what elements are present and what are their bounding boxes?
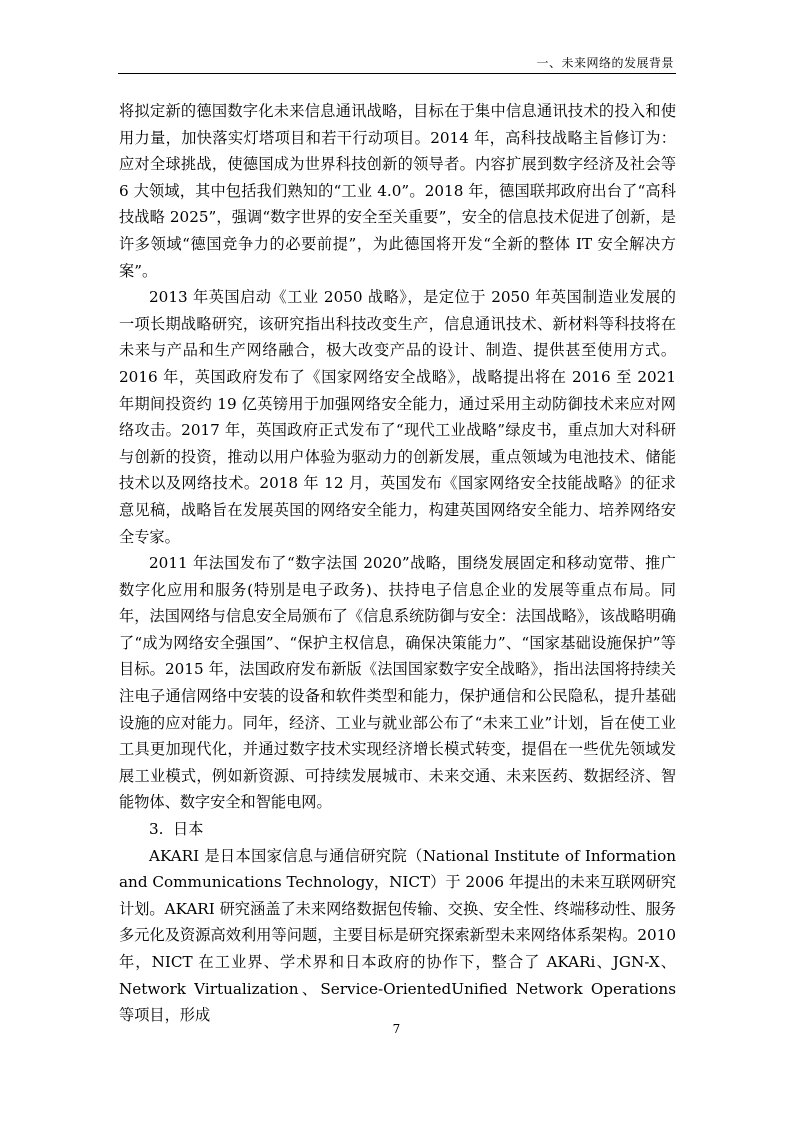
running-header	[118, 52, 676, 74]
paragraph-france: 2011 年法国发布了“数字法国 2020”战略，围绕发展固定和移动宽带、推广数字化应用和服务(特别是电子政务)、扶持电子信息企业的发展等重点布局。同年，法国网络与信息安全局颁布了《信息系统防御与安全：法国战略》，该战略明确了“成为网络安全强国”、“保护主权信息，确保决策能力”、“国家基础设施保护”等目标。2015 年，法国政府发布新版《法国国家数字安全战略》，指出法国将持续关注电子通信网络中安装的设备和软件类型和能力，保护通信和公民隐私，提升基础设施的应对能力。同年，经济、工业与就业部公布了“未来工业”计划，旨在使工业工具更加现代化，并通过数字技术实现经济增长模式转变，提倡在一些优先领域发展工业模式，例如新资源、可持续发展城市、未来交通、未来医药、数据经济、智能物体、数字安全和智能电网。	[119, 554, 676, 812]
section-heading-japan	[119, 816, 676, 843]
paragraph-germany: 将拟定新的德国数字化未来信息通讯战略，目标在于集中信息通讯技术的投入和使用力量，加快落实灯塔项目和若干行动项目。2014 年，高科技战略主旨修订为：应对全球挑战，使德国成为世界科技创新的领导者。内容扩展到数字经济及社会等 6 大领域，其中包括我们熟知的“工业 4.0”。2018 年，德国联邦政府出台了“高科技战略 2025”，强调“数字世界的安全至关重要”，安全的信息技术促进了创新，是许多领域“德国竞争力的必要前提”，为此德国将开发“全新的整体 IT 安全解决方案”。	[119, 102, 676, 280]
paragraph-uk: 2013 年英国启动《工业 2050 战略》，是定位于 2050 年英国制造业发展的一项长期战略研究，该研究指出科技改变生产，信息通讯技术、新材料等科技将在未来与产品和生产网络融合，极大改变产品的设计、制造、提供甚至使用方式。2016 年，英国政府发布了《国家网络安全战略》，战略提出将在 2016 至 2021 年期间投资约 19 亿英镑用于加强网络安全能力，通过采用主动防御技术来应对网络攻击。2017 年，英国政府正式发布了“现代工业战略”绿皮书，重点加大对科研与创新的投资，推动以用户体验为驱动力的创新发展，重点领域为电池技术、储能技术以及网络技术。2018 年 12 月，英国发布《国家网络安全技能战略》的征求意见稿，战略旨在发展英国的网络安全能力，构建英国网络安全能力、培养网络安全专家。	[119, 288, 676, 546]
page-body	[119, 98, 676, 1029]
paragraph-japan-akari: AKARI 是日本国家信息与通信研究院（National Institute of Information and Communications Technology，NICT）于 2006 年提出的未来互联网研究计划。AKARI 研究涵盖了未来网络数据包传输、交换、安全性、终端移动性、服务多元化及资源高效利用等问题，主要目标是研究探索新型未来网络体系架构。2010 年，NICT 在工业界、学术界和日本政府的协作下，整合了 AKARi、JGN-X、Network Virtualization、Service-OrientedUnified Network Operations 等项目，形成	[119, 846, 676, 1025]
section-number: 3.	[149, 820, 164, 839]
header-title: 一、未来网络的发展背景	[536, 56, 674, 70]
section-title: 日本	[173, 820, 204, 839]
page-number: 7	[392, 1022, 401, 1036]
